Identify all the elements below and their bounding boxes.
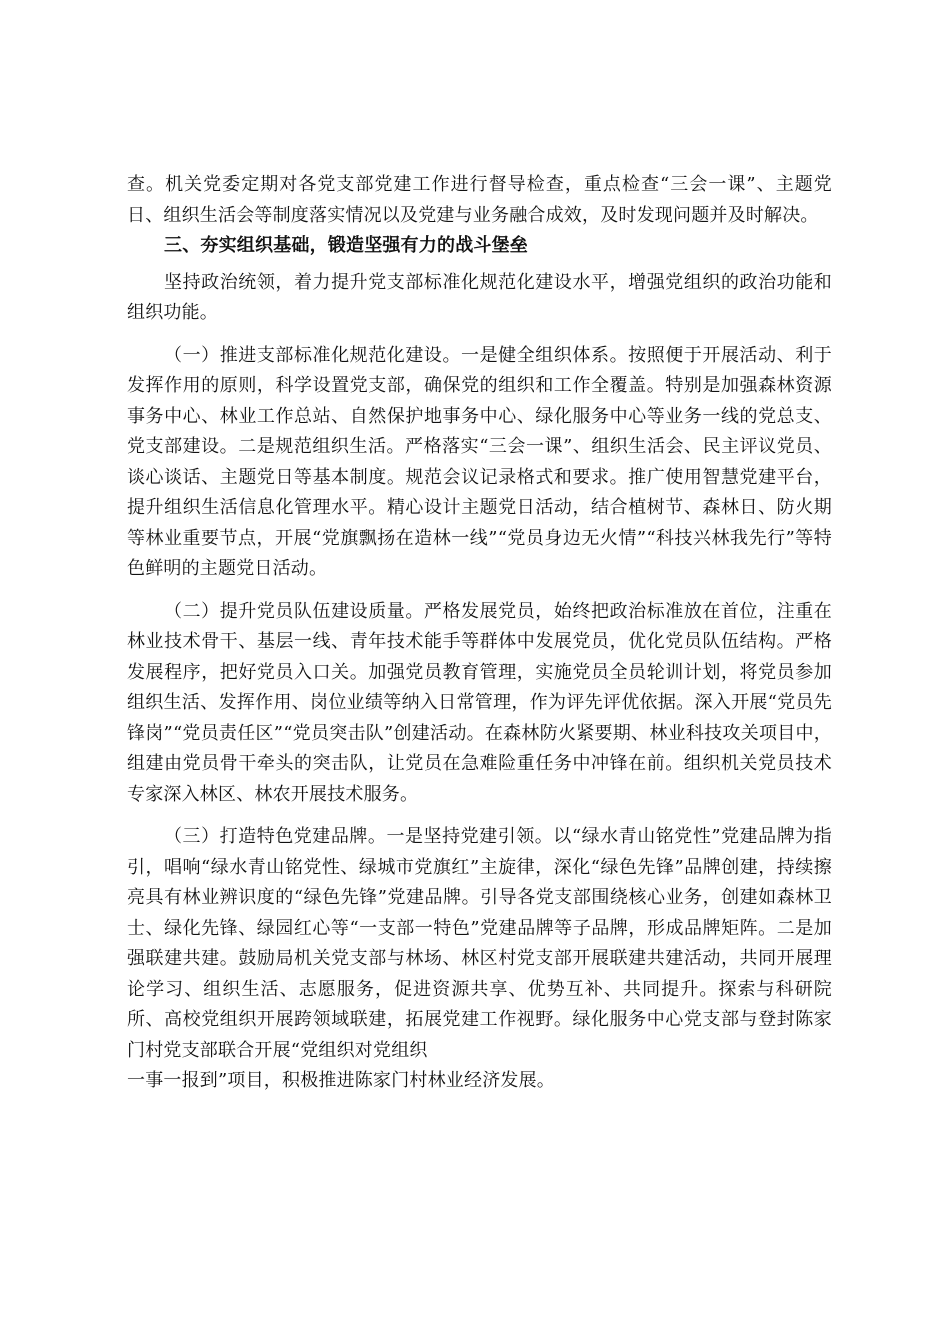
subsection-2-paragraph: （二）提升党员队伍建设质量。严格发展党员，始终把政治标准放在首位，注重在林业技术骨干、基层一线、青年技术能手等群体中发展党员，优化党员队伍结构。严格发展程序，把好党员入口关。加强党员教育管理，实施党员全员轮训计划，将党员参加组织生活、发挥作用、岗位业绩等纳入日常管理，作为评先评优依据。深入开展“党员先锋岗”“党员责任区”“党员突击队”创建活动。在森林防火紧要期、林业科技攻关项目中，组建由党员骨干牵头的突击队，让党员在急难险重任务中冲锋在前。组织机关党员技术专家深入林区、林农开展技术服务。 (127, 600, 832, 805)
subsection-1-paragraph: （一）推进支部标准化规范化建设。一是健全组织体系。按照便于开展活动、利于发挥作用的原则，科学设置党支部，确保党的组织和工作全覆盖。特别是加强森林资源事务中心、林业工作总站、自然保护地事务中心、绿化服务中心等业务一线的党总支、党支部建设。二是规范组织生活。严格落实“三会一课”、组织生活会、民主评议党员、谈心谈话、主题党日等基本制度。规范会议记录格式和要求。推广使用智慧党建平台，提升组织生活信息化管理水平。精心设计主题党日活动，结合植树节、森林日、防火期等林业重要节点，开展“党旗飘扬在造林一线”“党员身边无火情”“科技兴林我先行”等特色鲜明的主题党日活动。 (127, 344, 832, 579)
lead-paragraph: 坚持政治统领，着力提升党支部标准化规范化建设水平，增强党组织的政治功能和组织功能。 (127, 271, 832, 323)
document-page (127, 170, 832, 1097)
intro-paragraph: 查。机关党委定期对各党支部党建工作进行督导检查，重点检查“三会一课”、主题党日、组织生活会等制度落实情况以及党建与业务融合成效，及时发现问题并及时解决。 (127, 174, 832, 226)
section-heading-3: 三、夯实组织基础，锻造坚强有力的战斗堡垒 (164, 235, 528, 256)
subsection-3-tail: 一事一报到”项目，积极推进陈家门村林业经济发展。 (127, 1070, 555, 1091)
subsection-3-paragraph: （三）打造特色党建品牌。一是坚持党建引领。以“绿水青山铭党性”党建品牌为指引，唱响“绿水青山铭党性、绿城市党旗红”主旋律，深化“绿色先锋”品牌创建，持续擦亮具有林业辨识度的“绿色先锋”党建品牌。引导各党支部围绕核心业务，创建如森林卫士、绿化先锋、绿园红心等“一支部一特色”党建品牌等子品牌，形成品牌矩阵。二是加强联建共建。鼓励局机关党支部与林场、林区村党支部开展联建共建活动，共同开展理论学习、组织生活、志愿服务，促进资源共享、优势互补、共同提升。探索与科研院所、高校党组织开展跨领域联建，拓展党建工作视野。绿化服务中心党支部与登封陈家门村党支部联合开展“党组织对党组织 (127, 826, 832, 1061)
